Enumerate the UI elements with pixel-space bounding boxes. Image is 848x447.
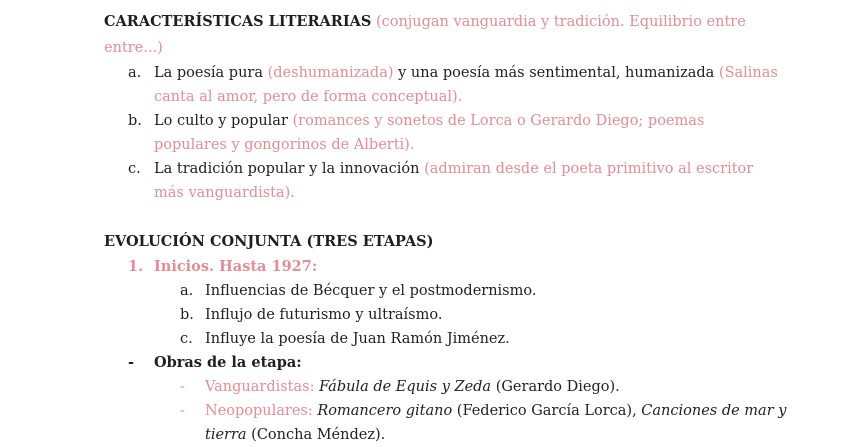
sub-item-b: Influjo de futurismo y ultraísmo. — [205, 307, 443, 323]
work-author: (Concha Méndez). — [251, 427, 386, 443]
work-author: (Gerardo Diego). — [495, 379, 620, 395]
item-text: La poesía pura — [154, 65, 264, 81]
work-title: Romancero gitano — [317, 403, 453, 419]
item-text: Lo culto y popular — [154, 113, 288, 129]
work-marker-1: - — [180, 379, 185, 395]
works-marker: - — [128, 354, 135, 371]
section-note-continued: entre...) — [104, 40, 163, 56]
list-item-b — [154, 109, 704, 133]
stage-marker: 1. — [128, 258, 144, 275]
item-note: (Salinas — [718, 65, 778, 81]
list-item-c-continued: más vanguardista). — [154, 185, 295, 201]
work-author: (Federico García Lorca), — [456, 403, 637, 419]
work-category: Neopopulares: — [205, 403, 313, 419]
work-category: Vanguardistas: — [205, 379, 315, 395]
list-marker-c: c. — [128, 161, 141, 177]
sub-marker-a: a. — [180, 283, 194, 299]
item-note: (admiran desde el poeta primitivo al escritor — [424, 161, 754, 177]
list-item-c — [154, 157, 753, 181]
item-text: La tradición popular y la innovación — [154, 161, 420, 177]
section-note: (conjugan vanguardia y tradición. Equilibrio entre — [375, 14, 746, 30]
item-note: (deshumanizada) — [267, 65, 394, 81]
work-item-neopopulares-continued — [205, 423, 385, 447]
section-title-evolucion: EVOLUCIÓN CONJUNTA (TRES ETAPAS) — [104, 233, 434, 250]
work-item-vanguardistas — [205, 375, 620, 399]
section-title-caracteristicas: CARACTERÍSTICAS LITERARIAS — [104, 13, 372, 30]
work-item-neopopulares — [205, 399, 786, 423]
item-note: (romances y sonetos de Lorca o Gerardo Diego; poemas — [292, 113, 705, 129]
work-title: tierra — [205, 427, 247, 443]
list-marker-a: a. — [128, 65, 142, 81]
list-item-b-continued: populares y gongorinos de Alberti). — [154, 137, 415, 153]
sub-item-c: Influye la poesía de Juan Ramón Jiménez. — [205, 331, 510, 347]
sub-marker-b: b. — [180, 307, 194, 323]
work-title: Canciones de mar y — [641, 403, 787, 419]
list-item-a-continued: canta al amor, pero de forma conceptual). — [154, 89, 463, 105]
item-text: y una poesía más sentimental, humanizada — [398, 65, 715, 81]
works-label: Obras de la etapa: — [154, 354, 302, 371]
list-item-a — [154, 61, 778, 85]
sub-item-a: Influencias de Bécquer y el postmodernismo. — [205, 283, 537, 299]
stage-label: Inicios. Hasta 1927: — [154, 258, 318, 275]
section-heading-line — [104, 10, 746, 34]
list-marker-b: b. — [128, 113, 142, 129]
work-title: Fábula de Equis y Zeda — [319, 379, 492, 395]
work-marker-2: - — [180, 403, 185, 419]
sub-marker-c: c. — [180, 331, 193, 347]
